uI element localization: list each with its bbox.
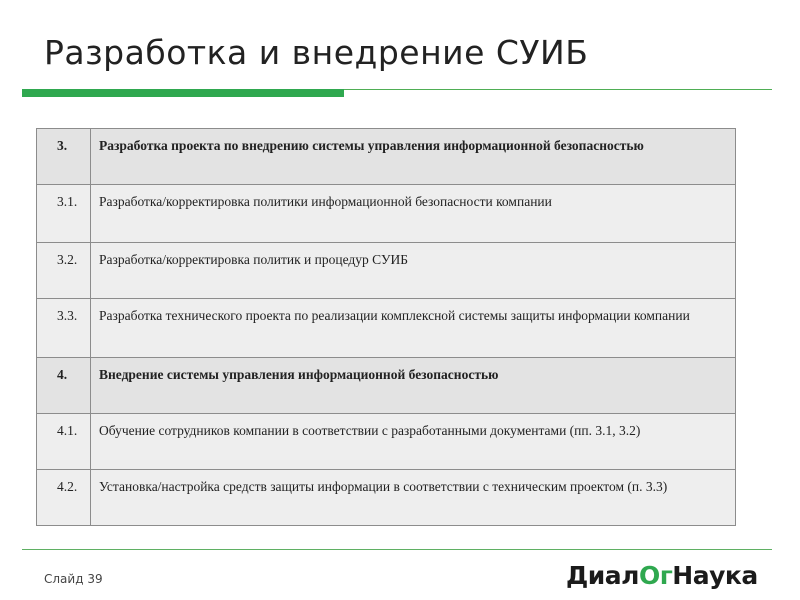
row-number: 3.1. (37, 185, 91, 243)
table-row (37, 129, 736, 185)
row-text: Разработка/корректировка политик и процедур СУИБ (91, 243, 736, 299)
slide-title: Разработка и внедрение СУИБ (44, 33, 589, 72)
row-number: 4.1. (37, 414, 91, 470)
logo-text-part3: Наука (672, 561, 758, 590)
row-number: 3. (37, 129, 91, 185)
row-text: Разработка проекта по внедрению системы управления информационной безопасностью (91, 129, 736, 185)
title-accent-bar (22, 89, 344, 97)
row-text: Обучение сотрудников компании в соответствии с разработанными документами (пп. 3.1, 3.2) (91, 414, 736, 470)
work-plan-table (36, 128, 736, 526)
table-row (37, 470, 736, 526)
row-number: 3.3. (37, 299, 91, 358)
table-row (37, 414, 736, 470)
logo-text-part2: Ог (638, 561, 673, 590)
table-row (37, 358, 736, 414)
row-number: 4.2. (37, 470, 91, 526)
row-text: Разработка/корректировка политики информационной безопасности компании (91, 185, 736, 243)
table-row (37, 299, 736, 358)
logo-text-part1: Диал (566, 561, 639, 590)
row-number: 3.2. (37, 243, 91, 299)
slide-number: Слайд 39 (44, 572, 103, 586)
row-number: 4. (37, 358, 91, 414)
row-text: Установка/настройка средств защиты информации в соответствии с техническим проектом (п. 3.3) (91, 470, 736, 526)
footer-divider (22, 549, 772, 550)
table-row (37, 185, 736, 243)
company-logo (566, 561, 758, 590)
table-row (37, 243, 736, 299)
row-text: Разработка технического проекта по реализации комплексной системы защиты информации компании (91, 299, 736, 358)
row-text: Внедрение системы управления информационной безопасностью (91, 358, 736, 414)
